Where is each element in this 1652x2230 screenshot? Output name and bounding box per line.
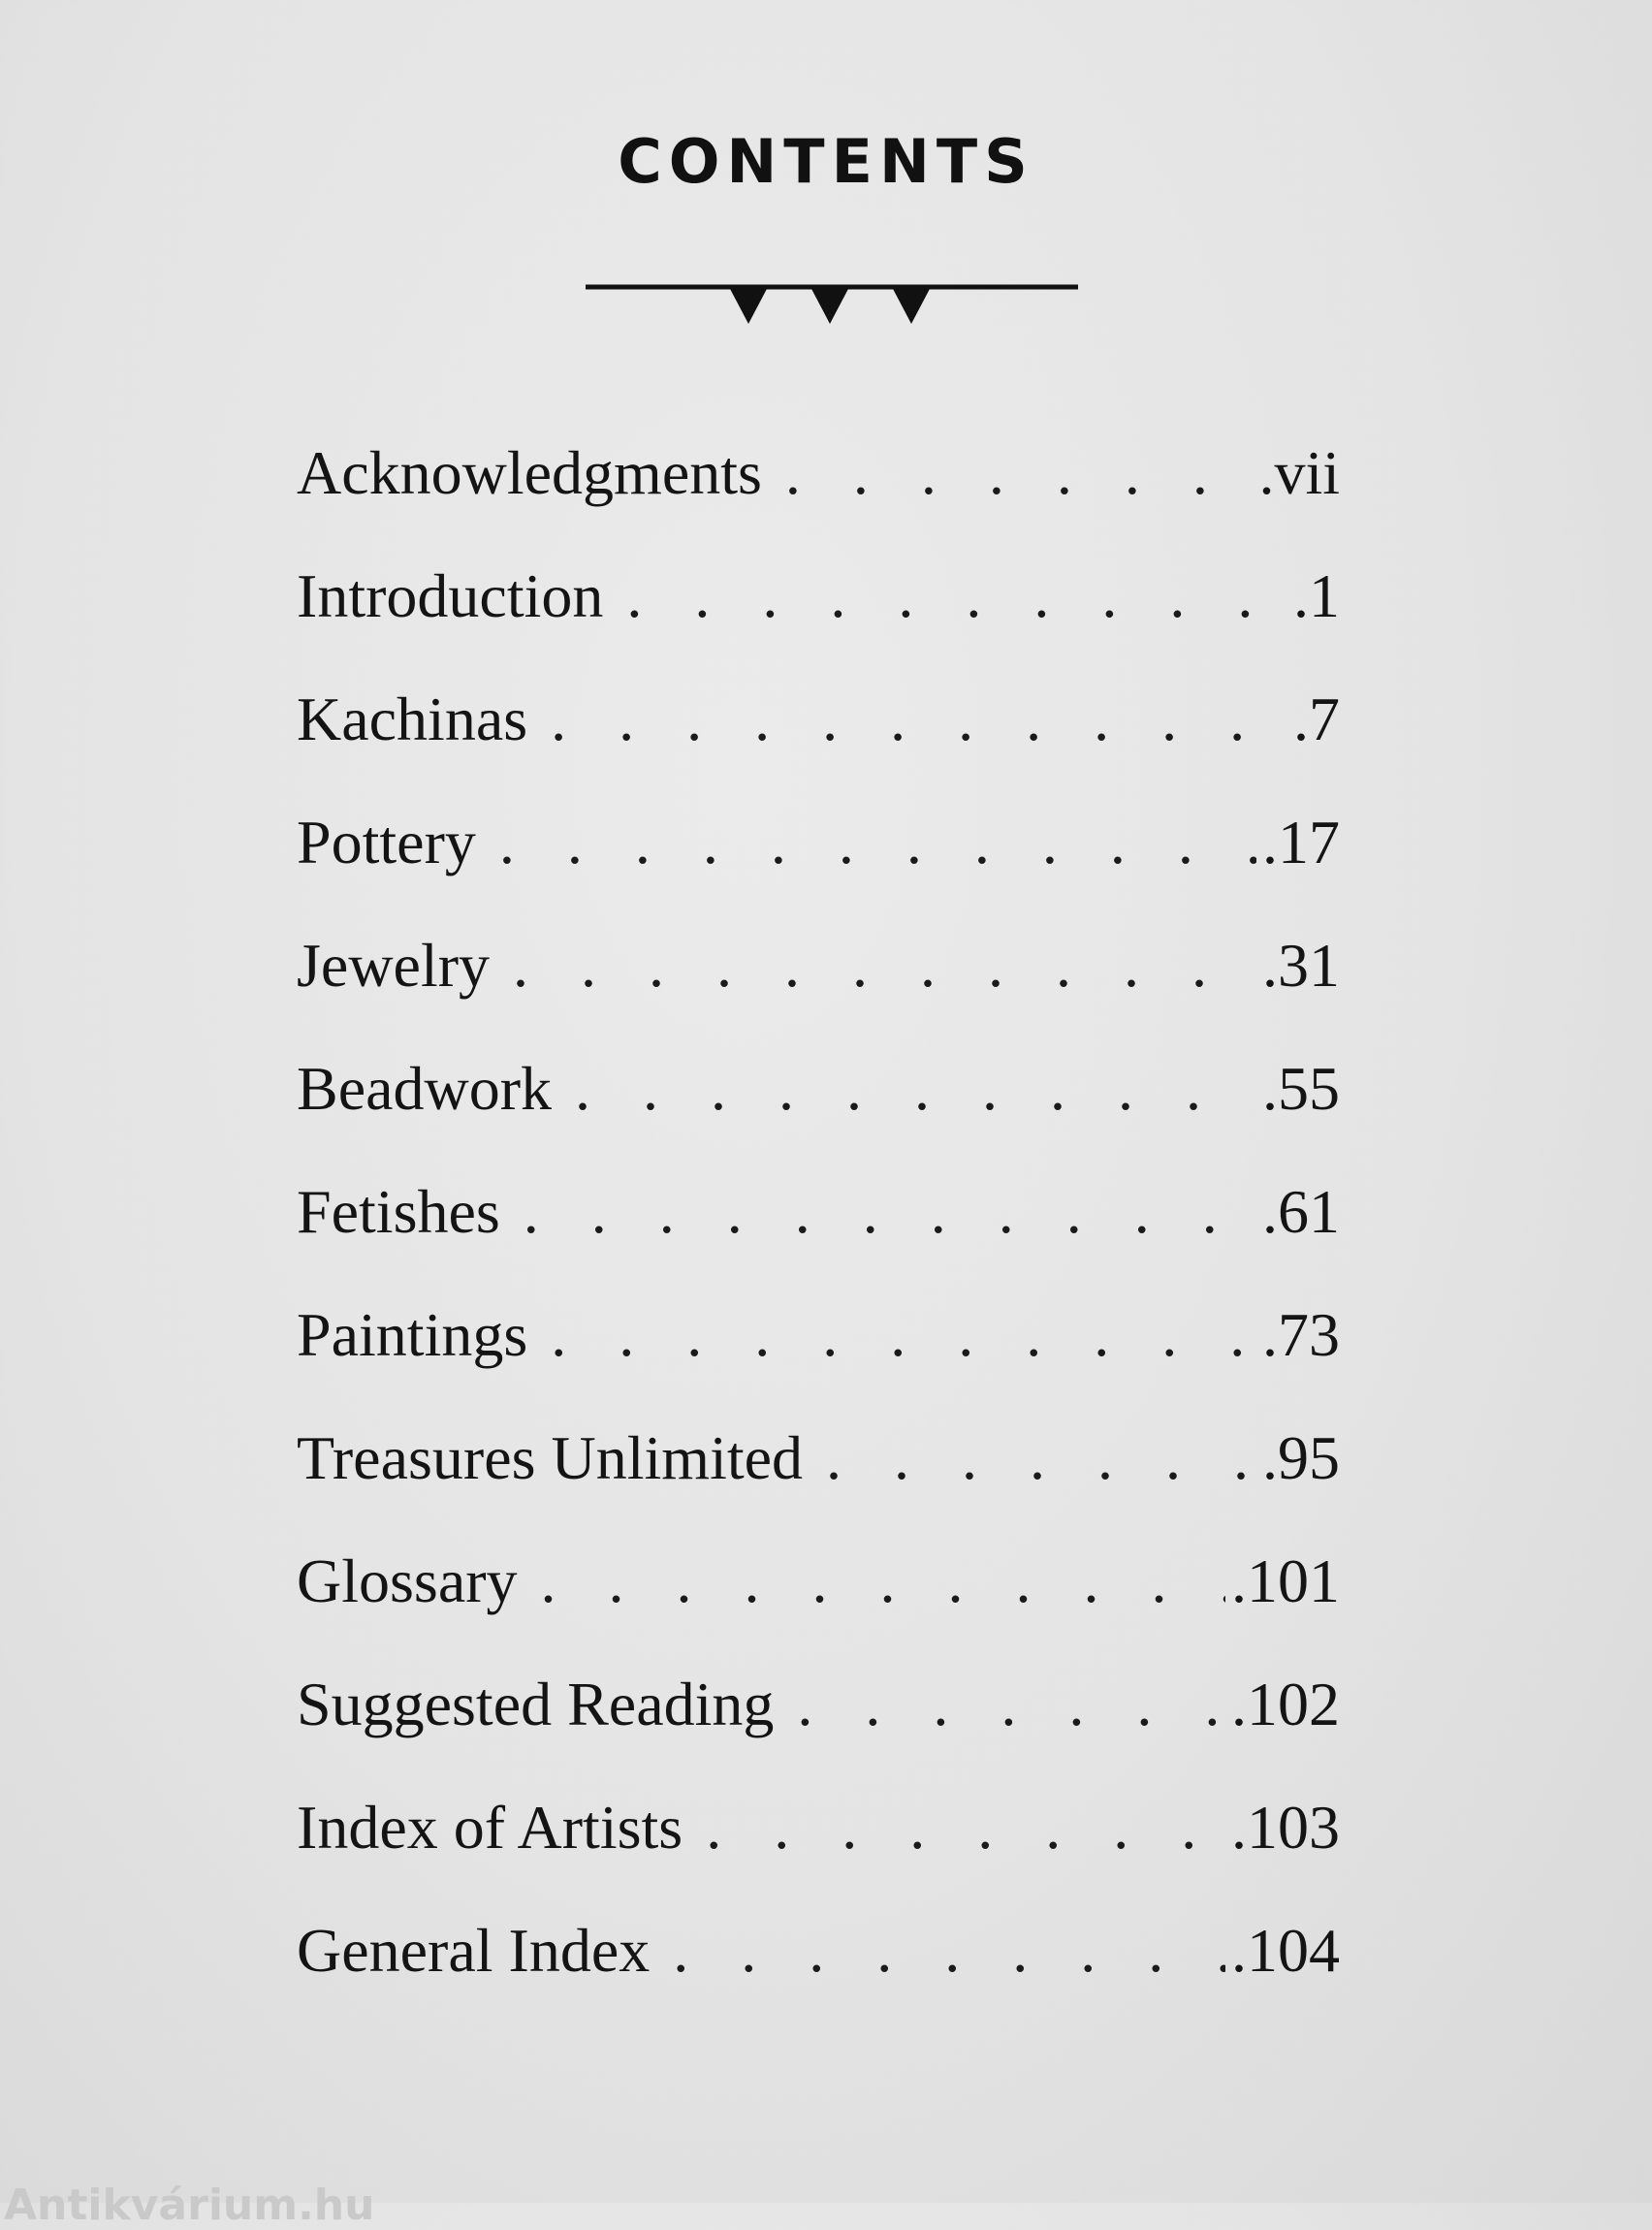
toc-entry-page: .31 bbox=[1262, 931, 1340, 1000]
toc-entry-title: Glossary bbox=[297, 1546, 518, 1615]
watermark: Antikvárium.hu bbox=[4, 2181, 375, 2230]
dot-leader bbox=[551, 681, 1287, 758]
toc-entry-title: Treasures Unlimited bbox=[297, 1423, 804, 1492]
dot-leader bbox=[826, 1419, 1256, 1497]
dot-leader bbox=[626, 558, 1287, 635]
toc-entry-page: .1 bbox=[1293, 561, 1340, 630]
toc-entry-title: General Index bbox=[297, 1916, 651, 1985]
dot-leader bbox=[524, 1173, 1256, 1251]
toc-entry-title: Acknowledgments bbox=[297, 438, 762, 507]
toc-entry-title: Suggested Reading bbox=[297, 1670, 775, 1738]
dot-leader bbox=[513, 927, 1256, 1004]
dot-leader bbox=[575, 1050, 1256, 1128]
toc-entry bbox=[297, 1419, 1340, 1543]
toc-entry-title: Beadwork bbox=[297, 1054, 553, 1123]
triangle-divider-ornament bbox=[586, 271, 1078, 330]
toc-entry bbox=[297, 1912, 1340, 2035]
toc-entry-page: .101 bbox=[1231, 1546, 1340, 1615]
dot-leader bbox=[706, 1789, 1225, 1866]
toc-entry bbox=[297, 1789, 1340, 1912]
toc-entry-page: .61 bbox=[1262, 1177, 1340, 1246]
toc-entry bbox=[297, 681, 1340, 804]
toc-entry-page: .102 bbox=[1231, 1670, 1340, 1738]
toc-entry-page: .95 bbox=[1262, 1423, 1340, 1492]
dot-leader bbox=[551, 1296, 1256, 1374]
dot-leader bbox=[541, 1543, 1225, 1620]
toc-entry-title: Paintings bbox=[297, 1300, 528, 1369]
toc-entry bbox=[297, 804, 1340, 927]
toc-entry-page: .7 bbox=[1293, 685, 1340, 753]
toc-entry bbox=[297, 1543, 1340, 1666]
toc-entry bbox=[297, 927, 1340, 1050]
toc-entry bbox=[297, 434, 1340, 558]
toc-entry bbox=[297, 558, 1340, 681]
toc-entry-page: .104 bbox=[1231, 1916, 1340, 1985]
toc-entry-page: .55 bbox=[1262, 1054, 1340, 1123]
toc-entry-title: Kachinas bbox=[297, 685, 528, 753]
toc-entry-title: Introduction bbox=[297, 561, 604, 630]
toc-entry-title: Index of Artists bbox=[297, 1793, 683, 1862]
dot-leader bbox=[785, 434, 1254, 512]
toc-entry bbox=[297, 1050, 1340, 1173]
table-of-contents bbox=[297, 434, 1340, 2035]
toc-entry-title: Pottery bbox=[297, 808, 476, 876]
toc-entry-page: .vii bbox=[1258, 438, 1340, 507]
dot-leader bbox=[797, 1666, 1225, 1743]
dot-leader bbox=[499, 804, 1256, 881]
toc-entry bbox=[297, 1666, 1340, 1789]
page-title: CONTENTS bbox=[618, 126, 1034, 197]
toc-entry-page: .103 bbox=[1231, 1793, 1340, 1862]
toc-entry-page: .73 bbox=[1262, 1300, 1340, 1369]
toc-entry-title: Fetishes bbox=[297, 1177, 500, 1246]
toc-entry bbox=[297, 1296, 1340, 1419]
dot-leader bbox=[673, 1912, 1225, 1990]
toc-entry bbox=[297, 1173, 1340, 1296]
toc-entry-page: .17 bbox=[1262, 808, 1340, 876]
toc-entry-title: Jewelry bbox=[297, 931, 491, 1000]
